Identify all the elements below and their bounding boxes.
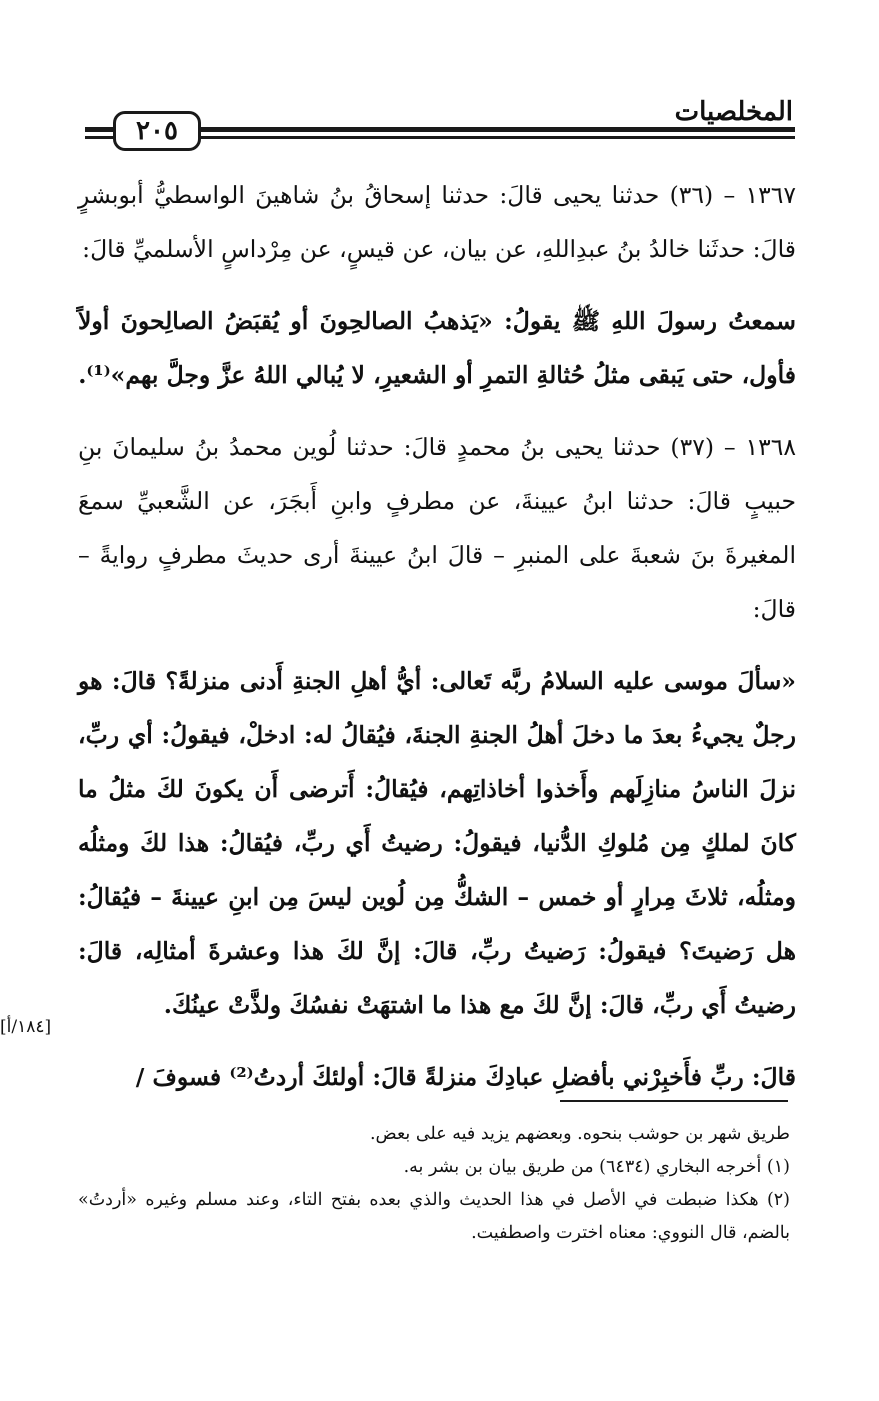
hadith-1368-matn: «سألَ موسى عليه السلامُ ربَّه تَعالى: أيُّ أهلِ الجنةِ أَدنى منزلةً؟ قالَ: هو رجلٌ يجيءُ بعدَ ما دخلَ أهلُ الجنةِ الجنةَ، فيُقالُ له: ادخلْ، فيقولُ: أي ربِّ، نزلَ الناسُ منازِلَهم وأَخذوا أخاذاتِهم، فيُقالُ: أَترضى أَن يكونَ لكَ مثلُ ما كانَ لملكٍ مِن مُلوكِ الدُّنيا، فيقولُ: رضيتُ أَي ربِّ، فيُقالُ: هذا لكَ ومثلُه ومثلُه، ثلاثَ مِرارٍ أو خمس – الشكُّ مِن لُوين ليسَ مِن ابنِ عيينةَ – فيُقالُ: هل رَضيتَ؟ فيقولُ: رَضيتُ ربِّ، قالَ: إنَّ لكَ هذا وعشرةَ أمثالِه، قالَ: رضيتُ أَي ربِّ، قالَ: إنَّ لكَ مع هذا ما اشتهَتْ نفسُكَ ولذَّتْ عينُكَ. <box>78 667 796 1019</box>
footnote-2: (٢) هكذا ضبطت في الأصل في هذا الحديث والذي بعده بفتح التاء، وعند مسلم وغيره «أردتُ» بالضم، قال النووي: معناه اخترت واصطفيت. <box>78 1190 790 1243</box>
hadith-1368-isnad: ١٣٦٨ – (٣٧) حدثنا يحيى بنُ محمدٍ قالَ: حدثنا لُوين محمدُ بنُ سليمانَ بنِ حبيبٍ قالَ: حدثنا ابنُ عيينةَ، عن مطرفٍ وابنِ أَبجَرَ، عن الشَّعبيِّ سمعَ المغيرةَ بنَ شعبةَ على المنبرِ – قالَ ابنُ عيينةَ أرى حديثَ مطرفٍ روايةً – قالَ: <box>78 433 796 623</box>
hadith-1367-matn: سمعتُ رسولَ اللهِ ﷺ يقولُ: «يَذهبُ الصالحِونَ أو يُقبَضُ الصالِحونَ أولاً فأول، حتى يَبقى مثلُ حُثالةِ التمرِ أو الشعيرِ، لا يُبالي اللهُ عزَّ وجلَّ بهم»⁽¹⁾. <box>78 307 796 389</box>
footnote-1: (١) أخرجه البخاري (٦٤٣٤) من طريق بيان بن بشر به. <box>403 1157 790 1177</box>
hadith-1367-isnad: ١٣٦٧ – (٣٦) حدثنا يحيى قالَ: حدثنا إسحاقُ بنُ شاهينَ الواسطيُّ أبوبشرٍ قالَ: حدثَنا خالدُ بنُ عبدِاللهِ، عن بيان، عن قيسٍ، عن مِرْداسٍ الأسلميِّ قالَ: <box>78 181 797 263</box>
book-title: المخلصيات <box>674 97 793 127</box>
footnote-separator <box>560 1100 788 1102</box>
header-rule-left <box>85 127 115 132</box>
header-rule-thin <box>200 136 795 139</box>
main-text <box>78 168 796 1104</box>
header-rule <box>200 127 795 132</box>
footnotes <box>78 1118 790 1250</box>
manuscript-folio-reference: [١٨٤/أ] <box>0 1017 52 1037</box>
hadith-1368-continuation: قالَ: ربِّ فأَخبِرْني بأفضلِ عبادِكَ منزلةً قالَ: أولئكَ أردتُ⁽²⁾ فسوفَ / <box>135 1063 796 1091</box>
footnote-continued: طريق شهر بن حوشب بنحوه. وبعضهم يزيد فيه على بعض. <box>369 1124 790 1144</box>
page-number: ٢٠٥ <box>113 111 201 151</box>
header-rule-left-thin <box>85 136 115 139</box>
page-header <box>85 97 795 157</box>
